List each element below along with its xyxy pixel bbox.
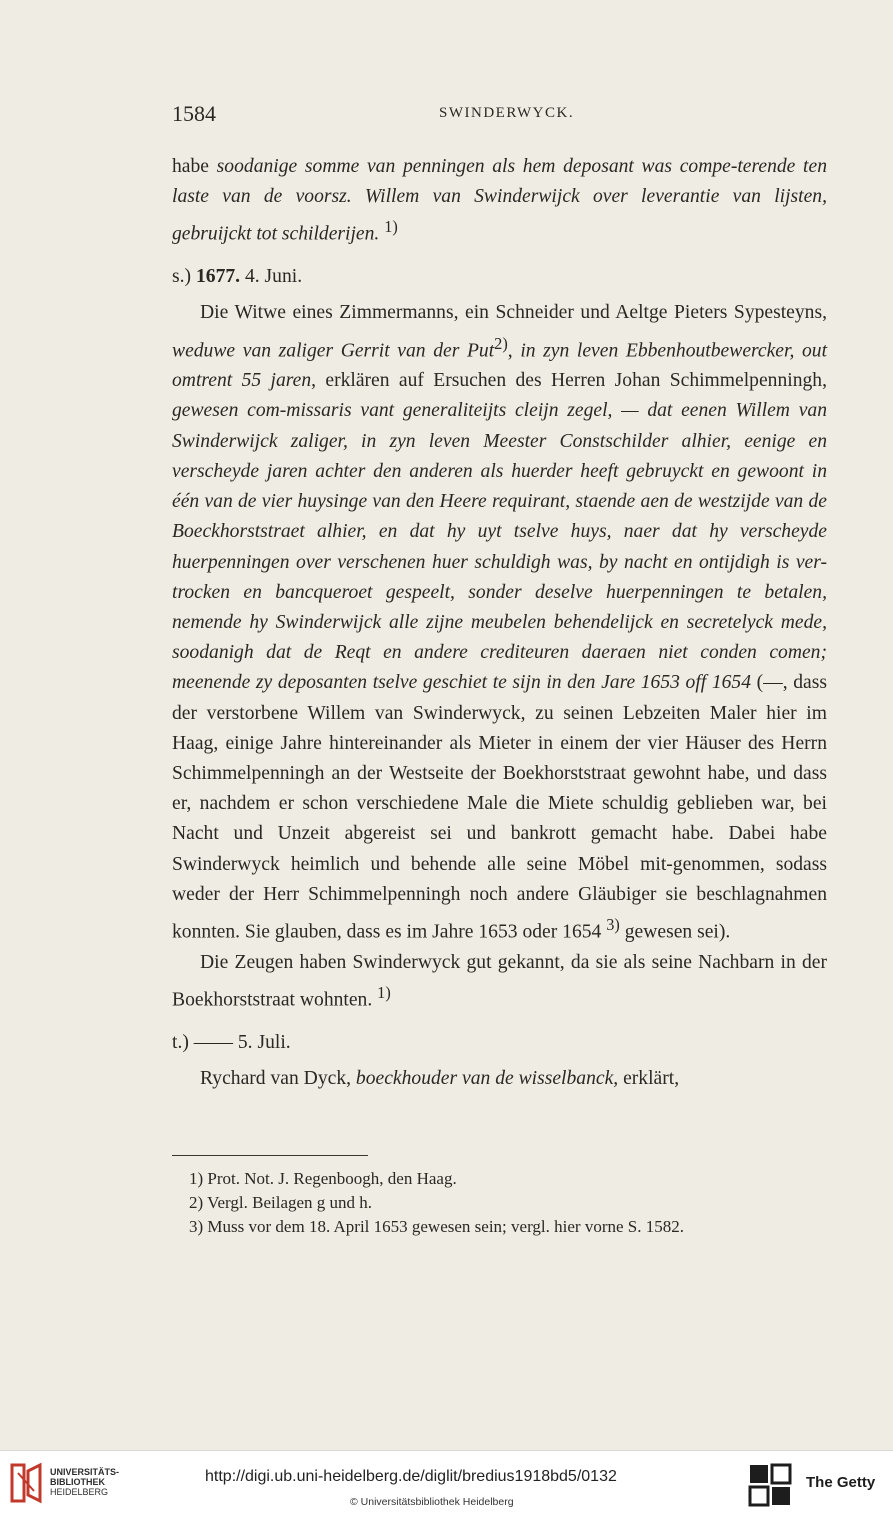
footnote-ref-3: 3) <box>606 914 620 934</box>
entry-s-heading <box>172 262 827 292</box>
footnote-ref-1b: 1) <box>377 982 391 1002</box>
entry-s-year: 1677. <box>195 266 241 288</box>
entry-s-paragraph <box>172 298 827 947</box>
permalink-url[interactable]: http://digi.ub.uni-heidelberg.de/diglit/bredius1918bd5/0132 <box>205 1468 617 1485</box>
entry-s-text-2: , <box>507 340 521 362</box>
entry-t-dash: —— <box>188 1031 238 1053</box>
intro-paragraph <box>172 152 827 250</box>
entry-t-heading <box>172 1028 827 1058</box>
library-name-line-1: UNIVERSITÄTS- <box>50 1467 120 1477</box>
footnotes <box>189 1167 829 1239</box>
page-header <box>172 101 827 129</box>
entry-s-date: 4. Juni. <box>240 266 303 288</box>
entry-t-label: t.) <box>172 1031 189 1053</box>
entry-s-paragraph-2 <box>172 948 827 1016</box>
entry-s-italic-2: in zyn leven Ebbenhoutbewercker, out omtrent 55 jaren <box>172 340 828 392</box>
footnote-ref-2: 2) <box>494 333 508 353</box>
entry-s-text-4: (—, dass der verstorbene Willem van Swinderwyck, zu seinen Lebzeiten Maler hier im Haag, einige Jahre hintereinander als Mieter in einem der vier Häuser des Herrn Schimmelpenningh an der Westseite der Boekhorststraat gewohnt habe, und dass er, nachdem er schon verschiedene Male die Miete schuldig geblieben war, bei Nacht und Unzeit abgereist sei und bankrott gemacht habe. Dabei habe Swinderwyck heimlich und behende alle seine Möbel mit-genommen, sodass weder der Herr Schimmelpenningh noch andere Gläubiger sie beschlagnahmen konnten. Sie glauben, dass es im Jahre 1653 oder 1654 <box>172 672 827 943</box>
running-title: SWINDERWYCK. <box>439 105 575 121</box>
footnote-3: 3) Muss vor dem 18. April 1653 gewesen sein; vergl. hier vorne S. 1582. <box>189 1217 684 1236</box>
footnote-2: 2) Vergl. Beilagen g und h. <box>189 1193 373 1212</box>
entry-s-text-1: Die Witwe eines Zimmermanns, ein Schneider und Aeltge Pieters Sypesteyns, <box>200 302 827 324</box>
getty-name: The Getty <box>806 1474 876 1491</box>
entry-t-paragraph <box>172 1064 827 1094</box>
intro-italic: soodanige somme van penningen als hem deposant was compe-terende ten laste van de voorsz. Willem van Swinderwijck over leverantie van lijsten, gebruijckt tot schilderijen. <box>172 156 827 245</box>
library-name <box>50 1467 119 1497</box>
footnote-ref-1: 1) <box>384 217 398 237</box>
entry-t-date: 5. Juli. <box>237 1031 291 1053</box>
entry-s2-text: Die Zeugen haben Swinderwyck gut gekannt, da sie als seine Nachbarn in der Boekhorststraat wohnten. <box>172 951 827 1011</box>
entry-s-italic-3: gewesen com-missaris vant generaliteijts cleijn zegel, — dat eenen Willem van Swinderwijck zaliger, in zyn leven Meester Constschilder alhier, eenige en verscheyde jaren achter den anderen als huerder heeft gebruyckt en gewoont in één van de vier huysinge van den Heere requirant, staende aen de westzijde van de Boeckhorststraet alhier, en dat hy uyt tselve huys, naer dat hy verscheyde huerpenningen over verschenen huer schuldigh was, by nacht en ontijdigh is ver-trocken en bancqueroet gespeelt, sonder deselve huerpenningen te betalen, nemende hy Swinderwijck alle zijne meubelen behendelijck en secretelyck mede, soodanigh dat de Reqt en andere crediteuren daeraen niet conden comen; meenende zy deposanten tselve geschiet te sijn in den Jare 1653 off 1654 <box>172 400 827 694</box>
page-number: 1584 <box>172 101 216 126</box>
entry-s-text-3: , erklären auf Ersuchen des Herren Johan Schimmelpenningh, <box>311 370 827 392</box>
entry-t-italic-1: boeckhouder van de wisselbanck, <box>355 1067 619 1089</box>
getty-logo-icon[interactable] <box>748 1463 792 1507</box>
intro-lead: habe <box>172 156 217 177</box>
university-library-logo-icon[interactable] <box>8 1461 44 1505</box>
footnote-rule <box>172 1155 368 1156</box>
entry-s-text-5: gewesen sei). <box>619 921 731 943</box>
footnote-1: 1) Prot. Not. J. Regenboogh, den Haag. <box>189 1169 457 1188</box>
library-name-line-3: HEIDELBERG <box>50 1487 109 1497</box>
entry-s-italic-1: weduwe van zaliger Gerrit van der Put <box>172 340 495 362</box>
entry-t-text-2: erklärt, <box>618 1067 680 1089</box>
copyright-notice: © Universitätsbibliothek Heidelberg <box>350 1496 514 1508</box>
viewer-footer <box>0 1450 893 1517</box>
library-name-line-2: BIBLIOTHEK <box>50 1477 105 1487</box>
entry-s-label: s.) <box>172 266 192 288</box>
body-text <box>172 152 827 1094</box>
entry-t-text-1: Rychard van Dyck, <box>200 1067 356 1089</box>
